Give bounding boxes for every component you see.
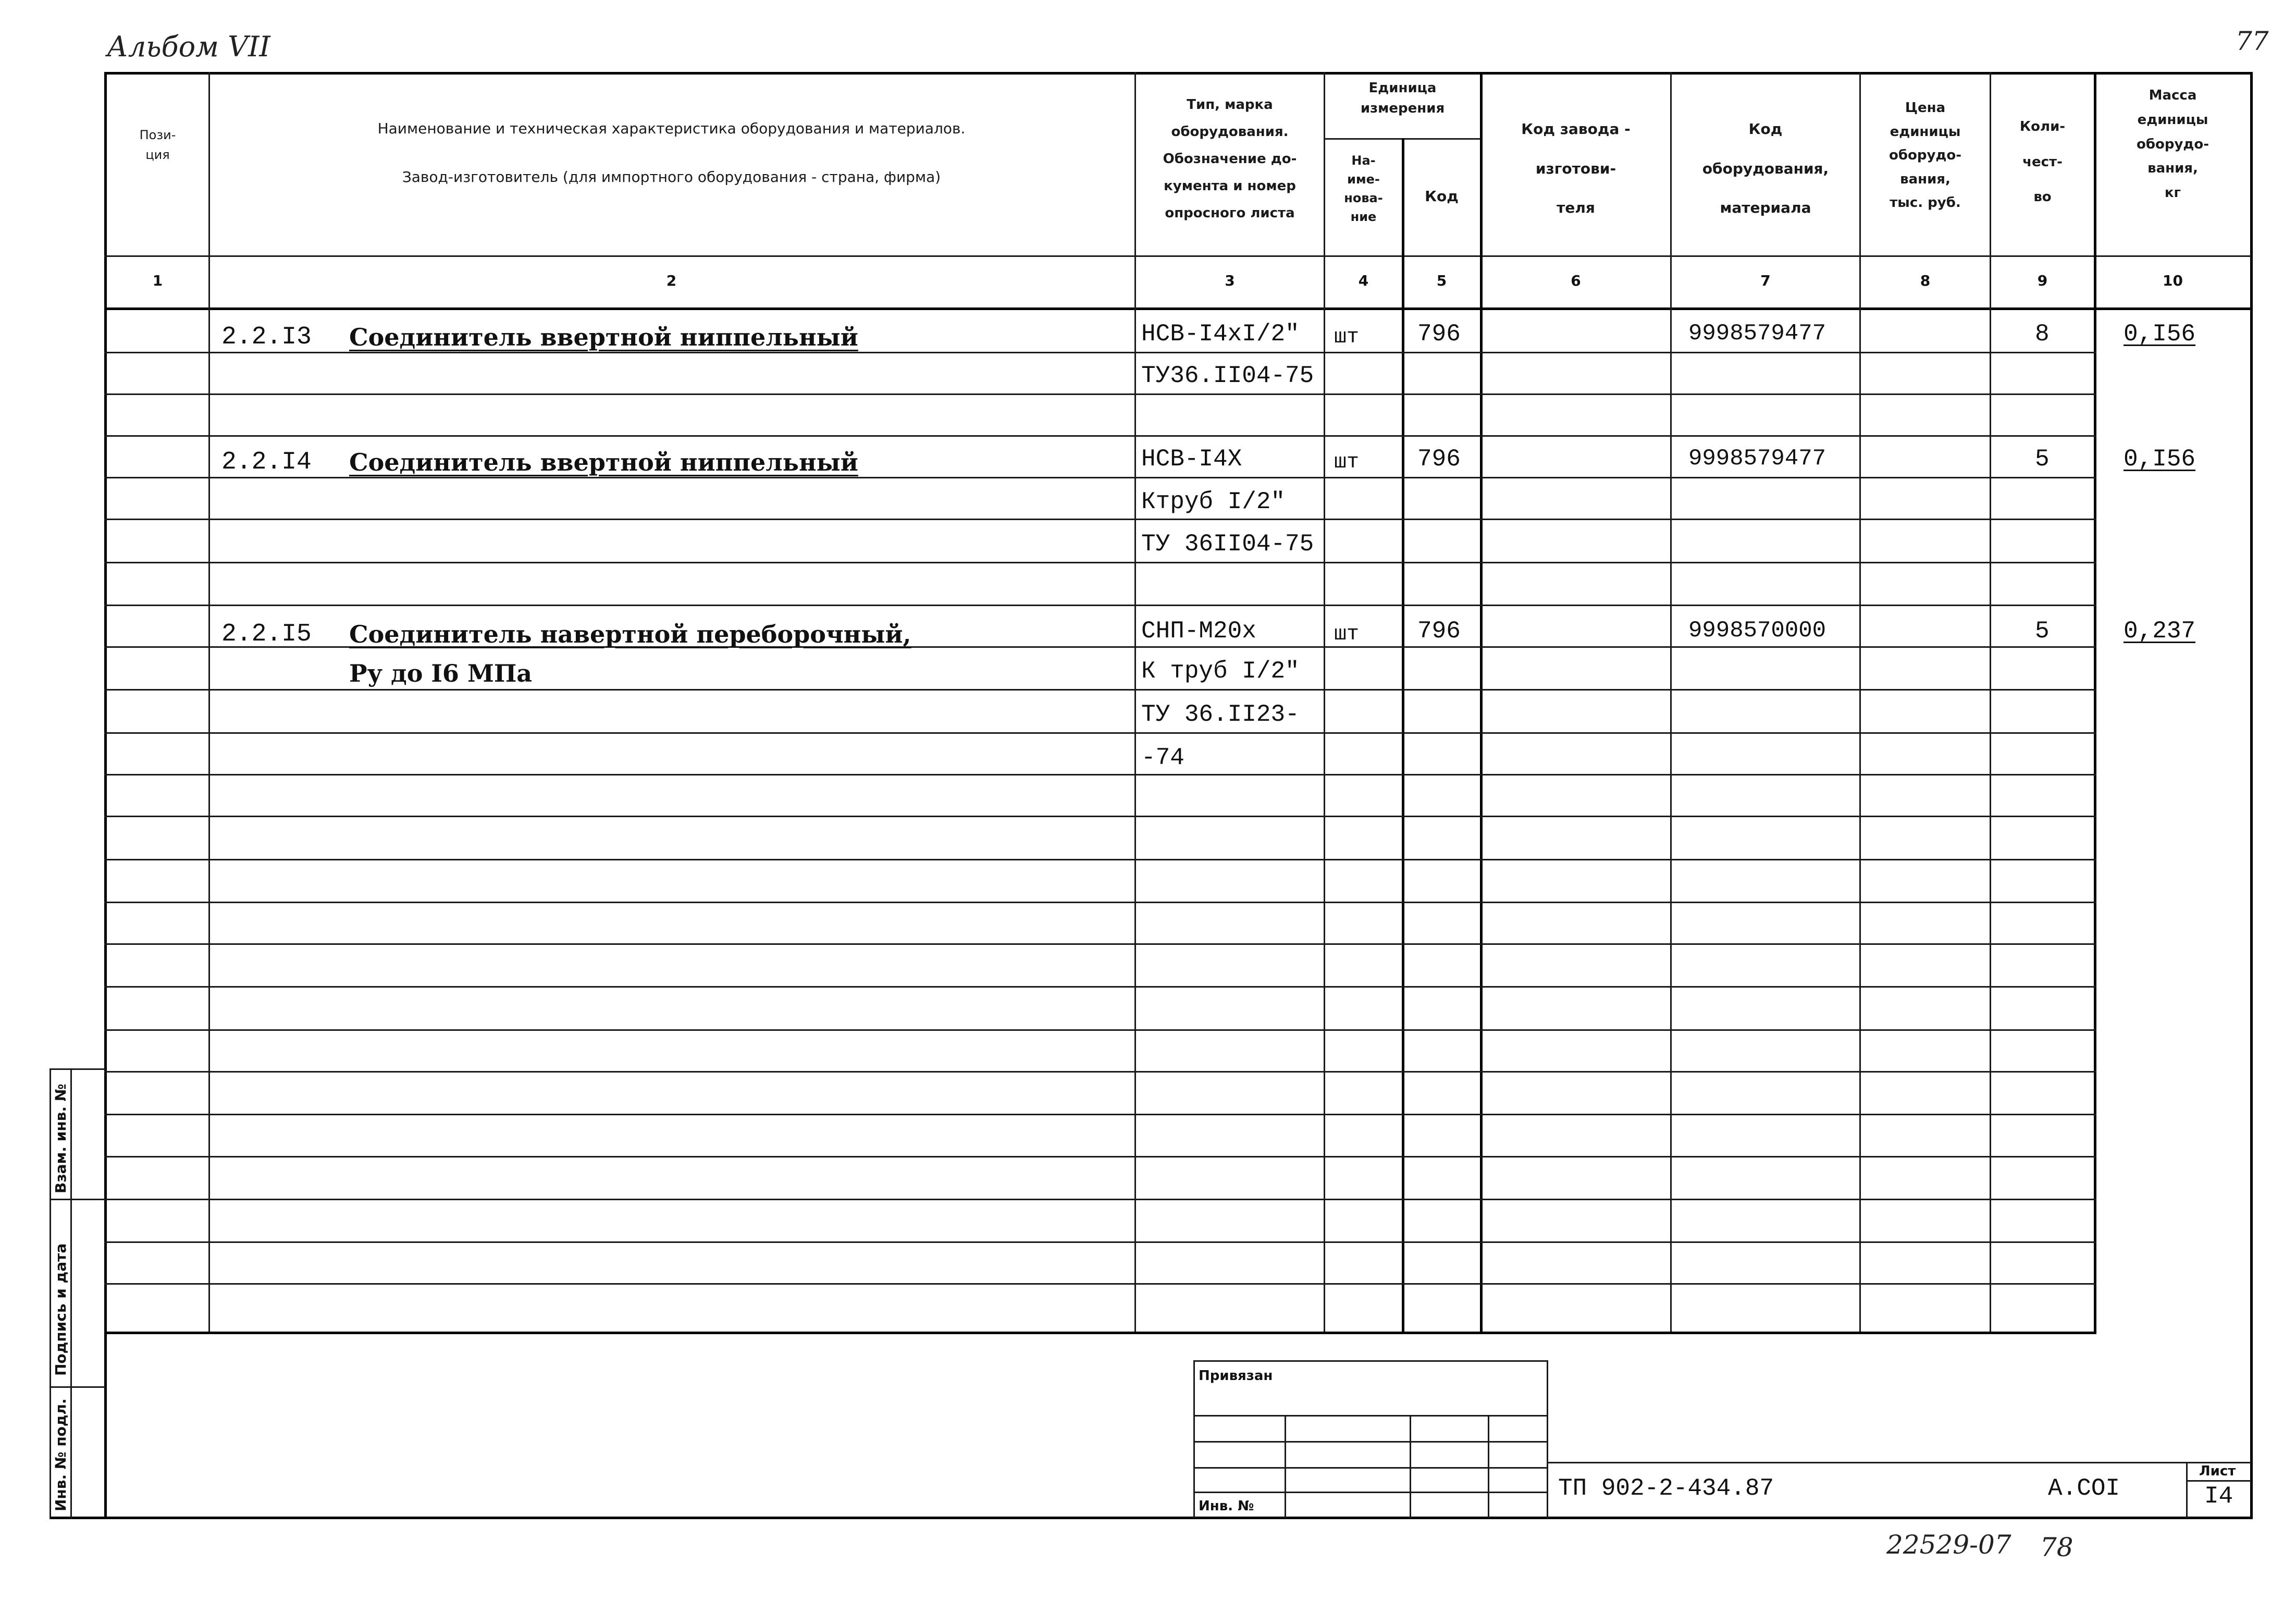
body-bottom	[104, 1332, 2096, 1334]
colnum-5: 5	[1436, 272, 1447, 289]
side-label-replace-inv: Взам. инв. №	[52, 1083, 69, 1193]
hdr-factory-code: Код завода - изготови- теля	[1521, 120, 1631, 217]
row-unit: шт	[1334, 623, 1360, 646]
frame-right	[2250, 72, 2253, 1519]
page-number: 77	[2236, 26, 2269, 56]
side-strip-left	[50, 1068, 51, 1519]
row-mass: 0,I56	[2124, 321, 2196, 348]
bottom-page: 78	[2040, 1532, 2073, 1562]
row-equip-code: 9998579477	[1688, 321, 1826, 347]
row-type: СНП-М20х	[1141, 618, 1256, 645]
colnum-3: 3	[1225, 272, 1235, 289]
colnum-1: 1	[152, 272, 163, 289]
colnum-8: 8	[1920, 272, 1931, 289]
row-name: Ру до I6 МПа	[349, 659, 533, 687]
col-sep-4	[1402, 138, 1404, 1333]
row-unit: шт	[1334, 451, 1360, 474]
colnum-4: 4	[1358, 272, 1369, 289]
numbers-bottom	[104, 307, 2251, 310]
sheet-code: А.СОI	[2048, 1475, 2120, 1502]
row-unit-code: 796	[1417, 446, 1461, 473]
col-sep-9	[2094, 72, 2096, 1333]
row-qty: 8	[2035, 321, 2050, 348]
colnum-7: 7	[1760, 272, 1771, 289]
side-strip-inner	[70, 1068, 72, 1519]
row-position: 2.2.I3	[221, 323, 312, 351]
row-type: НСВ-I4X	[1141, 446, 1242, 473]
hdr-mass: Масса единицы оборудо- вания, кг	[2136, 88, 2209, 201]
hdr-position: Пози- ция	[139, 128, 176, 163]
frame-bottom	[50, 1517, 2251, 1519]
row-unit-code: 796	[1417, 321, 1461, 348]
row-unit-code: 796	[1417, 618, 1461, 645]
row-equip-code: 9998570000	[1688, 618, 1826, 644]
hdr-unit-code: Код	[1425, 188, 1459, 205]
row-type: Ктруб I/2"	[1141, 488, 1286, 515]
col-sep-8	[1990, 72, 1991, 1333]
row-unit: шт	[1334, 326, 1360, 349]
col-sep-1	[208, 72, 210, 1333]
row-name: Соединитель ввертной ниппельный	[349, 323, 858, 351]
frame-top	[104, 72, 2251, 75]
row-type: ТУ 36.II23-	[1141, 701, 1300, 728]
row-type: НСВ-I4xI/2"	[1141, 321, 1300, 348]
col-sep-6	[1670, 72, 1672, 1333]
album-title: Альбом VII	[107, 30, 270, 63]
row-qty: 5	[2035, 446, 2050, 473]
colnum-6: 6	[1571, 272, 1581, 289]
hdr-type: Тип, марка оборудования. Обозначение до- кумента и номер опросного листа	[1163, 97, 1297, 221]
row-name: Соединитель навертной переборочный,	[349, 620, 911, 648]
side-strip-div2	[50, 1386, 106, 1388]
side-label-signature-date: Подпись и дата	[52, 1243, 69, 1376]
hdr-equipment-code: Код оборудования, материала	[1702, 120, 1829, 217]
row-type: ТУ 36II04-75	[1141, 531, 1314, 558]
bottom-code: 22529-07	[1886, 1530, 2011, 1560]
row-position: 2.2.I5	[221, 620, 312, 648]
col-sep-7	[1859, 72, 1861, 1333]
hdr-name-line2: Завод-изготовитель (для импортного оборудования - страна, фирма)	[402, 168, 941, 186]
col-sep-5	[1480, 72, 1483, 1333]
side-label-inv-original: Инв. № подл.	[52, 1398, 69, 1511]
hdr-unit-name: На- име- нова- ние	[1344, 153, 1383, 224]
row-type: ТУ36.II04-75	[1141, 362, 1314, 389]
row-type: -74	[1141, 744, 1184, 771]
side-strip-top	[50, 1068, 106, 1070]
stamp-inv: Инв. №	[1199, 1498, 1254, 1514]
sheet-label: Лист	[2199, 1463, 2236, 1479]
row-type: К труб I/2"	[1141, 658, 1300, 685]
colnum-2: 2	[666, 272, 677, 289]
header-bottom	[104, 255, 2251, 257]
row-mass: 0,I56	[2124, 446, 2196, 473]
hdr-quantity: Коли- чест- во	[2019, 119, 2066, 205]
side-strip-div1	[50, 1199, 106, 1200]
row-name: Соединитель ввертной ниппельный	[349, 448, 858, 476]
colnum-9: 9	[2037, 272, 2048, 289]
row-qty: 5	[2035, 618, 2050, 645]
hdr-name-line1: Наименование и техническая характеристика оборудования и материалов.	[377, 120, 966, 137]
colnum-10: 10	[2163, 272, 2183, 289]
hdr-price: Цена единицы оборудо- вания, тыс. руб.	[1888, 100, 1962, 211]
row-equip-code: 9998579477	[1688, 446, 1826, 472]
hdr-unit-group: Единица измерения	[1360, 80, 1445, 116]
sheet-number: I4	[2204, 1483, 2233, 1510]
document-code: ТП 902-2-434.87	[1558, 1475, 1774, 1502]
col-sep-2	[1134, 72, 1136, 1333]
col-sep-3	[1324, 72, 1325, 1333]
stamp-bound: Привязан	[1199, 1368, 1273, 1384]
row-position: 2.2.I4	[221, 448, 312, 476]
row-mass: 0,237	[2124, 618, 2196, 645]
